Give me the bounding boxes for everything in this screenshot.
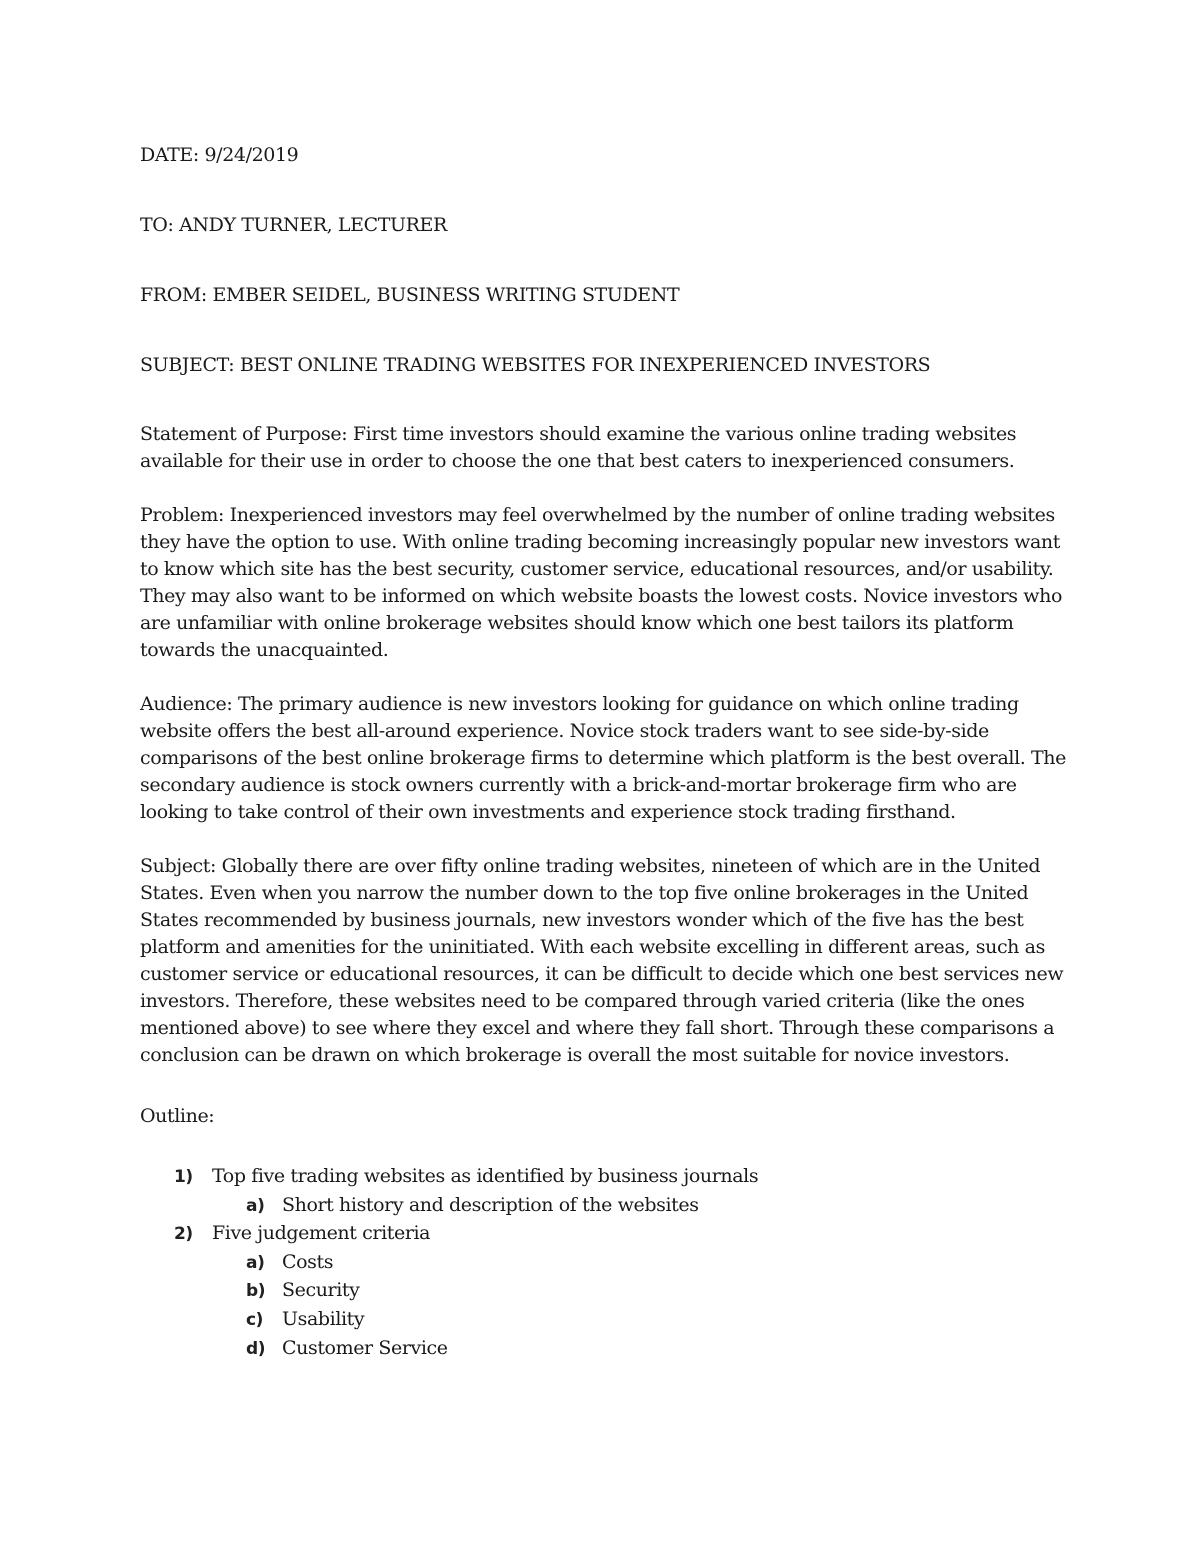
list-marker: d) [246, 1338, 266, 1359]
outline-item-text: Customer Service [282, 1336, 448, 1359]
outline-item-text: Top five trading websites as identified by business journals [212, 1165, 759, 1187]
outline-item-text: Usability [282, 1307, 365, 1330]
list-marker: a) [246, 1195, 265, 1216]
list-marker: 1) [174, 1167, 193, 1187]
outline-item-text: Short history and description of the websites [282, 1193, 699, 1216]
outline-subitem [140, 1192, 1070, 1221]
memo-date: DATE: 9/24/2019 [140, 144, 299, 166]
outline-subitem [140, 1335, 1070, 1364]
memo-subject: SUBJECT: BEST ONLINE TRADING WEBSITES FOR INEXPERIENCED INVESTORS [140, 354, 931, 376]
memo-from: FROM: EMBER SEIDEL, BUSINESS WRITING STUDENT [140, 284, 680, 306]
statement-of-purpose: Statement of Purpose: First time investors should examine the various online trading websites available for their use in order to choose the one that best caters to inexperienced consumers. [140, 423, 1017, 472]
list-marker: c) [246, 1309, 264, 1330]
list-marker: b) [246, 1281, 266, 1302]
subject-paragraph: Subject: Globally there are over fifty online trading websites, nineteen of which are in the United States. Even when you narrow the number down to the top five online brokerages in the United States recommended by business journals, new investors wonder which of the five has the best platform and amenities for the uninitiated. With each website excelling in different areas, such as customer service or educational resources, it can be difficult to decide which one best services new investors. Therefore, these websites need to be compared through varied criteria (like the ones mentioned above) to see where they excel and where they fall short. Through these comparisons a conclusion can be drawn on which brokerage is overall the most suitable for novice investors. [140, 855, 1064, 1066]
memo-body [140, 142, 1070, 1363]
list-marker: a) [246, 1252, 265, 1273]
list-marker: 2) [174, 1224, 193, 1245]
outline-subitem [140, 1277, 1070, 1306]
memo-to: TO: ANDY TURNER, LECTURER [140, 214, 447, 236]
outline-item [140, 1220, 1070, 1249]
problem-paragraph: Problem: Inexperienced investors may feel overwhelmed by the number of online trading websites they have the option to use. With online trading becoming increasingly popular new investors want to know which site has the best security, customer service, educational resources, and/or usability. They may also want to be informed on which website boasts the lowest costs. Novice investors who are unfamiliar with online brokerage websites should know which one best tailors its platform towards the unacquainted. [140, 504, 1063, 661]
outline-list [140, 1163, 1070, 1363]
outline-item-text: Security [282, 1279, 360, 1302]
outline-item-text: Five judgement criteria [212, 1222, 431, 1245]
outline-item [140, 1163, 1070, 1192]
audience-paragraph: Audience: The primary audience is new investors looking for guidance on which online trading website offers the best all-around experience. Novice stock traders want to see side-by-side comparisons of the best online brokerage firms to determine which platform is the best overall. The secondary audience is stock owners currently with a brick-and-mortar brokerage firm who are looking to take control of their own investments and experience stock trading firsthand. [140, 693, 1066, 823]
outline-subitem [140, 1249, 1070, 1278]
outline-subitem [140, 1306, 1070, 1335]
outline-label: Outline: [140, 1105, 215, 1127]
outline-item-text: Costs [282, 1250, 334, 1273]
